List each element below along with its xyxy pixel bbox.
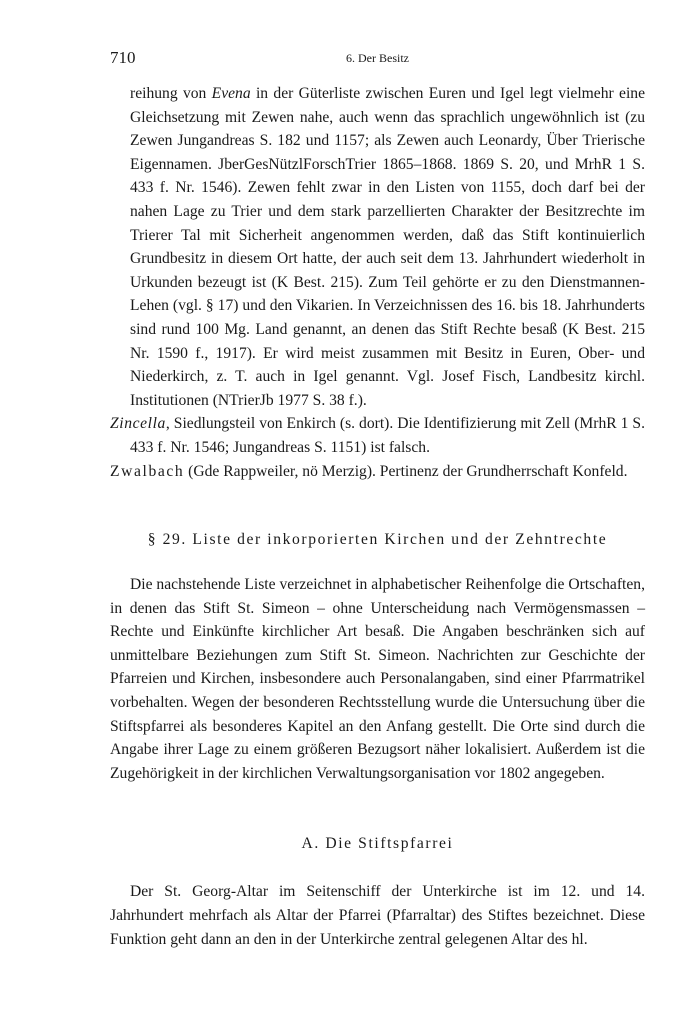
section-paragraph: Die nachstehende Liste verzeichnet in alphabetischer Reihenfolge die Ortschaften, in denen das Stift St. Simeon – ohne Unterscheidung nach Vermögensmassen – Rechte und Einkünfte kirchlicher Art besaß. Die Angaben beschränken sich auf unmittelbare Beziehungen zum Stift St. Simeon. Nachrichten zur Geschichte der Pfarreien und Kirchen, insbesondere auch Personalangaben, sind einer Pfarrmatrikel vorbehalten. Wegen der besonderen Rechtsstellung wurde die Untersuchung über die Stiftspfarrei als besonderes Kapitel an den Anfang gestellt. Die Orte sind durch die Angabe ihrer Lage zu einem größeren Bezugsort näher lokalisiert. Außerdem ist die Zugehörigkeit in der kirchlichen Verwaltungsorganisation vor 1802 angegeben. xyxy=(110,576,645,782)
entry-continuation xyxy=(110,82,645,412)
section-heading: § 29. Liste der inkorporierten Kirchen und der Zehntrechte xyxy=(147,531,608,549)
entry-text-start: reihung von xyxy=(130,85,212,102)
place-entry-zwalbach xyxy=(110,460,645,484)
page-number: 710 xyxy=(110,48,136,67)
place-name: Zincella xyxy=(110,415,166,433)
place-name: Zwalbach xyxy=(110,462,185,480)
entry-text: (Gde Rappweiler, nö Merzig). Pertinenz der Grundherrschaft Konfeld. xyxy=(184,462,628,480)
subsection-paragraph: Der St. Georg-Altar im Seitenschiff der Unterkirche ist im 12. und 14. Jahrhundert mehrfach als Altar der Pfarrei (Pfarraltar) des Stiftes bezeichnet. Diese Funktion geht dann an den in der Unterkirche zentral gelegenen Altar des hl. xyxy=(110,883,645,948)
running-head xyxy=(110,48,645,68)
subsection-heading: A. Die Stiftspfarrei xyxy=(301,835,454,853)
place-entry-zincella xyxy=(110,412,645,459)
entry-text-rest: in der Güterliste zwischen Euren und Igel legt vielmehr eine Gleichsetzung mit Zewen nahe, auch wenn das sprachlich ungewöhnlich ist (zu Zewen Jungandreas S. 182 und 1157; als Zewen auch Leonardy, Über Trierische Eigennamen. JberGesNützlForschTrier 1865–1868. 1869 S. 20, und MrhR 1 S. 433 f. Nr. 1546). Zewen fehlt zwar in den Listen von 1155, doch darf bei der nahen Lage zu Trier und dem stark parzellierten Charakter der Besitzrechte im Trierer Tal mit Sicherheit angenommen werden, daß das Stift kontinuierlich Grundbesitz in diesem Ort hatte, der auch seit dem 13. Jahrhundert wiederholt in Urkunden bezeugt ist (K Best. 215). Zum Teil gehörte er zu den Dienstmannen-Lehen (vgl. § 17) und den Vikarien. In Verzeichnissen des 16. bis 18. Jahrhunderts sind rund 100 Mg. Land genannt, an denen das Stift Rechte besaß (K Best. 215 Nr. 1590 f., 1917). Er wird meist zusammen mit Besitz in Euren, Ober- und Niederkirch, z. T. auch in Igel genannt. Vgl. Josef Fisch, Landbesitz kirchl. Institutionen (NTrierJb 1977 S. 38 f.). xyxy=(130,85,646,409)
chapter-title: 6. Der Besitz xyxy=(346,51,409,65)
entry-term-evena: Evena xyxy=(211,85,251,102)
entry-text: , Siedlungsteil von Enkirch (s. dort). Die Identifizierung mit Zell (MrhR 1 S. 433 f. Nr. 1546; Jungandreas S. 1151) ist falsch. xyxy=(130,415,645,456)
page-body xyxy=(110,82,645,951)
